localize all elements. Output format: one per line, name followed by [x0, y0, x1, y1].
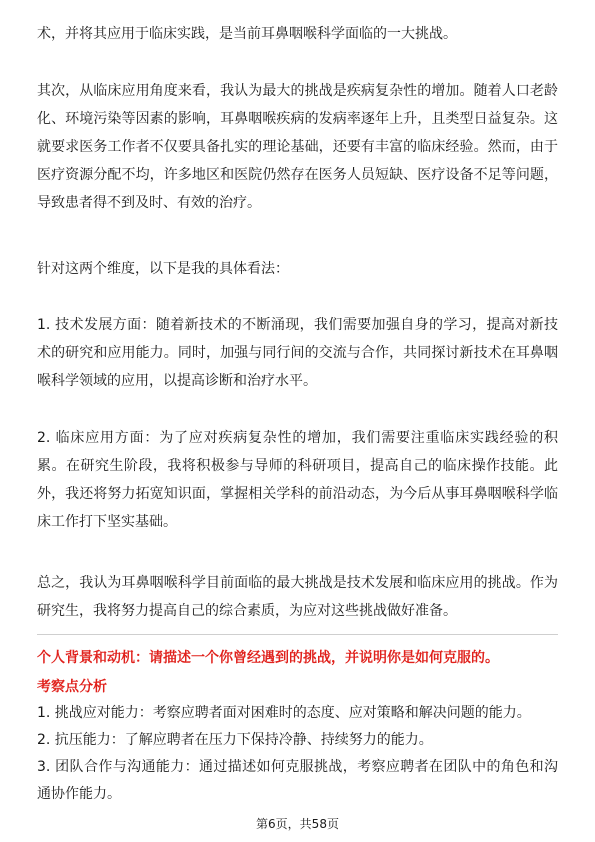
analysis-point: 1. 挑战应对能力：考察应聘者面对困难时的态度、应对策略和解决问题的能力。 — [37, 705, 531, 721]
paragraph-intro-views: 针对这两个维度，以下是我的具体看法： — [37, 261, 289, 277]
paragraph-clinical-challenge: 其次，从临床应用角度来看，我认为最大的挑战是疾病复杂性的增加。随着人口老龄化、环境污染等因素的影响，耳鼻咽喉疾病的发病率逐年上升，且类型日益复杂。这就要求医务工作者不仅要具备扎实的理论基础，还要有丰富的临床经验。然而，由于医疗资源分配不均，许多地区和医院仍然存在医务人员短缺、医疗设备不足等问题，导致患者得不到及时、有效的治疗。 — [37, 83, 558, 211]
section-divider — [37, 634, 558, 635]
paragraph-continuation: 术，并将其应用于临床实践，是当前耳鼻咽喉科学面临的一大挑战。 — [37, 26, 457, 42]
paragraph-clinical-application: 2. 临床应用方面：为了应对疾病复杂性的增加，我们需要注重临床实践经验的积累。在研究生阶段，我将积极参与导师的科研项目，提高自己的临床操作技能。此外，我还将努力拓宽知识面，掌握相关学科的前沿动态，为今后从事耳鼻咽喉科学临床工作打下坚实基础。 — [37, 430, 558, 530]
paragraph-conclusion: 总之，我认为耳鼻咽喉科学目前面临的最大挑战是技术发展和临床应用的挑战。作为研究生，我将努力提高自己的综合素质，为应对这些挑战做好准备。 — [37, 575, 558, 619]
analysis-point: 3. 团队合作与沟通能力：通过描述如何克服挑战，考察应聘者在团队中的角色和沟通协作能力。 — [37, 759, 558, 802]
paragraph-tech-development: 1. 技术发展方面：随着新技术的不断涌现，我们需要加强自身的学习，提高对新技术的研究和应用能力。同时，加强与同行间的交流与合作，共同探讨新技术在耳鼻咽喉科学领域的应用，以提高诊断和治疗水平。 — [37, 317, 558, 389]
interview-question: 个人背景和动机：请描述一个你曾经遇到的挑战，并说明你是如何克服的。 — [37, 650, 499, 666]
analysis-point: 2. 抗压能力：了解应聘者在压力下保持冷静、持续努力的能力。 — [37, 732, 433, 748]
analysis-points-list — [37, 700, 558, 808]
analysis-title: 考察点分析 — [37, 679, 107, 695]
page-number-footer: 第6页，共58页 — [256, 817, 339, 831]
